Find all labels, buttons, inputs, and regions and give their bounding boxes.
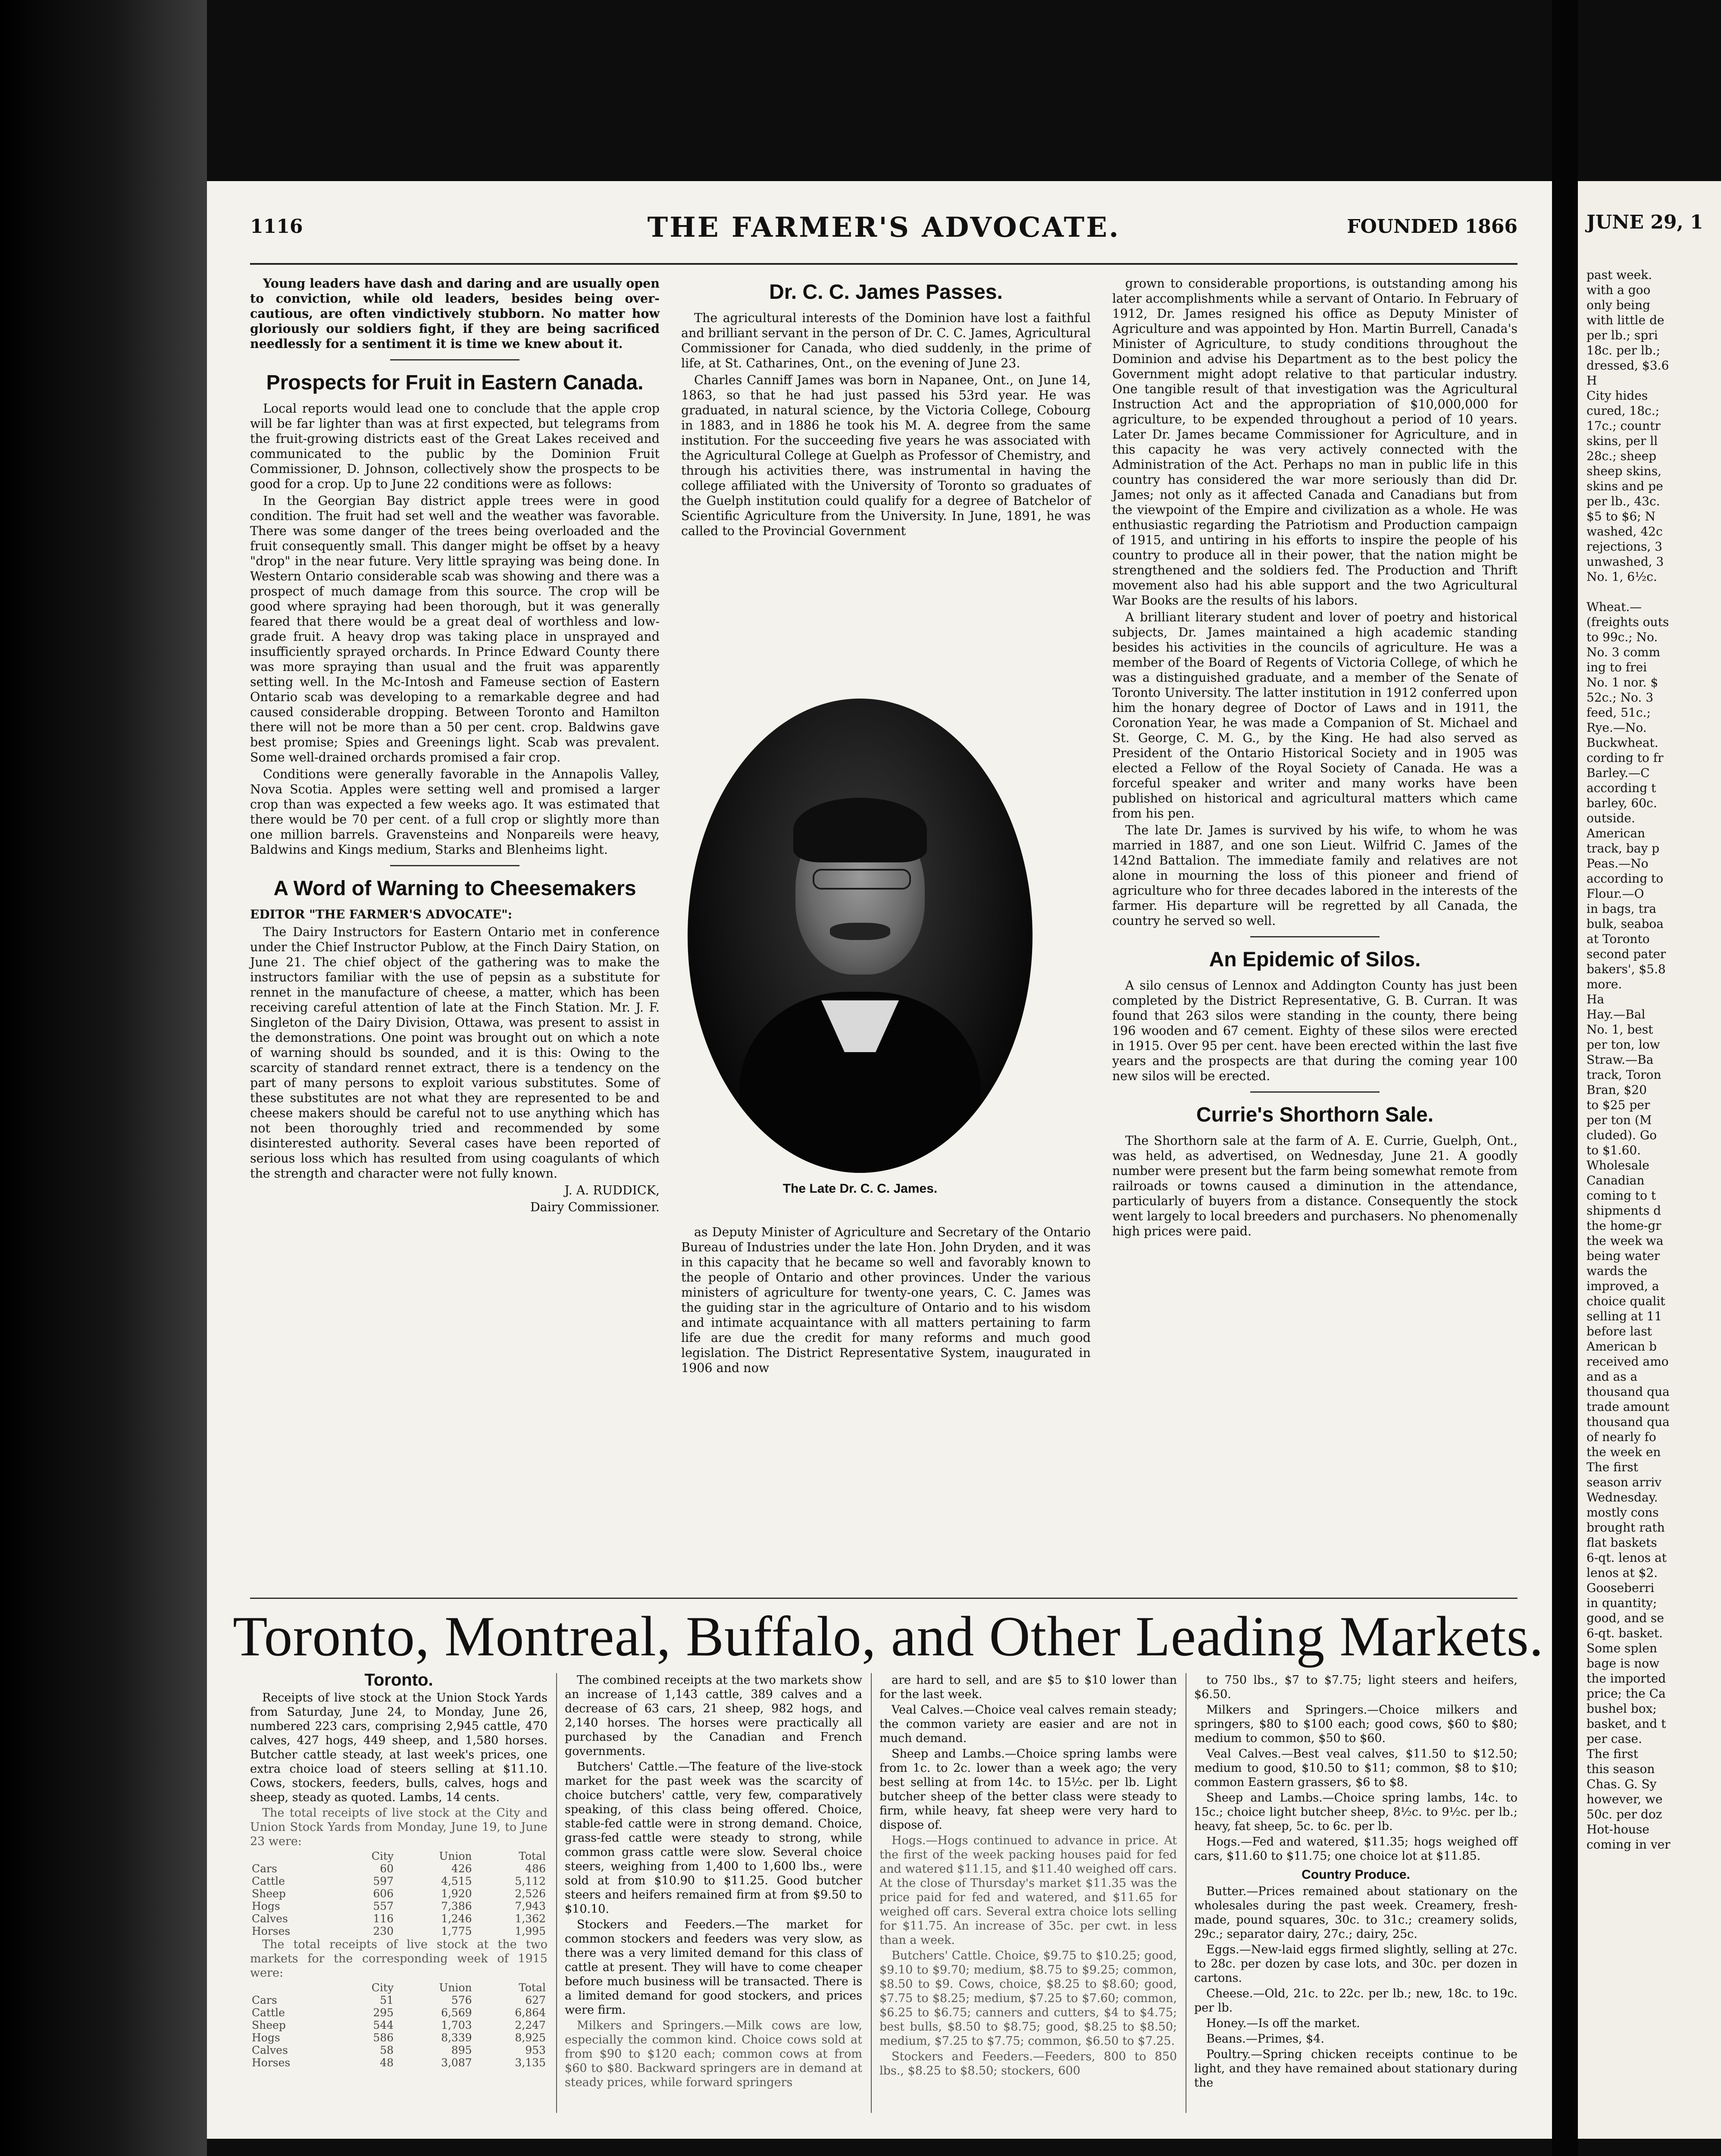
table-row	[250, 2019, 548, 2031]
table-header-row	[250, 1850, 548, 1862]
table-cell: 1,362	[515, 1912, 546, 1925]
james-paragraph-2: Charles Canniff James was born in Napanee, Ont., on June 14, 1863, so that he had just passed his 53rd year. He was graduated, in natural science, by the Victoria College, Cobourg in 1883, and in 1886 he took his M. A. degree from the same institution. For the succeeding five years he was associated with the Agricultural College at Guelph as Professor of Chemistry, and through his activities there, was instrumental in having the college affiliated with the University of Toronto so graduates of the Guelph institution could qualify for a degree of Batchelor of Scientific Agriculture from the University. In June, 1891, he was called to the Provincial Government	[681, 373, 1091, 538]
next-page-line: selling at 11	[1586, 1309, 1662, 1323]
next-page-line: shipments d	[1586, 1203, 1661, 1218]
next-page-line: the week en	[1586, 1445, 1661, 1459]
next-page-line: ing to frei	[1586, 660, 1647, 674]
next-page-line: being water	[1586, 1249, 1660, 1263]
next-page-line: 6-qt. basket.	[1586, 1626, 1663, 1640]
table-row	[250, 2044, 548, 2056]
table-cell: 295	[373, 2006, 394, 2019]
table-cell: Sheep	[252, 1887, 286, 1900]
next-page-line: Hay.—Bal	[1586, 1007, 1646, 1022]
next-page-line: past week.	[1586, 268, 1652, 282]
table-cell: Calves	[252, 1912, 288, 1925]
next-page-line: to $25 per	[1586, 1098, 1650, 1112]
markets-column-2	[565, 1673, 862, 2091]
table-cell: Horses	[252, 2056, 291, 2069]
next-page-line: No. 1 nor. $	[1586, 675, 1658, 689]
table-header-cell: City	[371, 1981, 394, 1994]
next-page-line: $5 to $6; N	[1586, 509, 1656, 523]
next-page-line: 18c. per lb.;	[1586, 343, 1661, 357]
next-page-line: skins, per ll	[1586, 434, 1658, 448]
cheese-editor-line: EDITOR "THE FARMER'S ADVOCATE":	[250, 907, 513, 921]
next-page-line: bage is now	[1586, 1656, 1660, 1670]
next-page-line: outside.	[1586, 811, 1635, 825]
markets-paragraph: Poultry.—Spring chicken receipts continue to be light, and they have remained about stationary during the	[1194, 2048, 1518, 2090]
markets-paragraph: Milkers and Springers.—Choice milkers and springers, $80 to $100 each; good cows, $60 to $80; medium to common, $50 to $60.	[1194, 1703, 1518, 1745]
next-page-line: City hides	[1586, 389, 1648, 403]
table-header-cell: Union	[439, 1981, 472, 1994]
next-page-line: at Toronto	[1586, 932, 1650, 946]
next-page-line: the home-gr	[1586, 1219, 1662, 1233]
next-page-line: Ha	[1586, 992, 1605, 1006]
next-page-line: wards the	[1586, 1264, 1648, 1278]
next-page-line: Bran, $20	[1586, 1083, 1647, 1097]
james-paragraph-6: The late Dr. James is survived by his wife, to whom he was married in 1887, and one son Lieut. Wilfrid C. James of the 142nd Battalion. The immediate family and relatives are not alone in mourning the loss of this pioneer and friend of agriculture who for three decades labored in the interests of the farmer. His departure will be regretted by all Canada, the country he served so well.	[1112, 823, 1518, 928]
next-page-line: cured, 18c.;	[1586, 404, 1660, 418]
next-page-line: No. 1, best	[1586, 1022, 1653, 1037]
james-paragraph-4: grown to considerable proportions, is outstanding among his later accomplishments while a servant of Ontario. In February of 1912, Dr. James resigned his office as Deputy Minister of Agriculture and was appointed by Hon. Martin Burrell, Canada's Minister of Agriculture, to study conditions throughout the Dominion and advise his Department as to the best policy the Government might adopt relative to that particular industry. One tangible result of that investigation was the Agricultural Instruction Act and the appropriation of $10,000,000 for agriculture, to be expended throughout a period of 10 years. Later Dr. James became Commissioner for Agriculture, and in this capacity he was very actively connected with the Administration of the Act. Perhaps no man in public life in this country has considered the war more seriously than did Dr. James; not only as it affected Canada and Canadians but from the viewpoint of the Empire and civilization as a whole. He was enthusiastic regarding the Patriotism and Production campaign of 1915, and untiring in his efforts to inspire the people of his country to produce all in their power, that the nation might be strengthened and the soldiers fed. The Production and Thrift movement also had his able support and the two Agricultural War Books are the results of his labors.	[1112, 276, 1518, 608]
next-page-line: per ton, low	[1586, 1037, 1660, 1052]
cheese-signature-title: Dairy Commissioner.	[530, 1200, 660, 1214]
table-cell: 8,339	[441, 2031, 472, 2044]
receipts-table-2	[250, 1981, 548, 2069]
portrait-photo	[688, 699, 1033, 1173]
next-page-line: Wednesday.	[1586, 1490, 1658, 1504]
page-header	[250, 211, 1518, 259]
table-row	[250, 1925, 548, 1937]
markets-paragraph: Sheep and Lambs.—Choice spring lambs were from 1c. to 2c. lower than a week ago; the very best selling at from 14c. to 15½c. per lb. Light butcher sheep of the better class were steady to firm, while heavy, fat sheep were very hard to dispose of.	[879, 1747, 1177, 1832]
table-cell: 58	[380, 2044, 394, 2056]
table-row	[250, 1875, 548, 1887]
next-page-line: coming to t	[1586, 1188, 1656, 1203]
markets-paragraph: to 750 lbs., $7 to $7.75; light steers and heifers, $6.50.	[1194, 1673, 1518, 1701]
portrait-glasses	[813, 869, 911, 890]
next-page-line: bushel box;	[1586, 1702, 1657, 1716]
table-cell: 48	[380, 2056, 394, 2069]
table-cell: 597	[373, 1875, 394, 1887]
markets-paragraph: Eggs.—New-laid eggs firmed slightly, selling at 27c. to 28c. per dozen by case lots, and 30c. per dozen in cartons.	[1194, 1943, 1518, 1985]
portrait-caption: The Late Dr. C. C. James.	[782, 1181, 938, 1196]
table-cell: 586	[373, 2031, 394, 2044]
next-page-line: The first	[1586, 1460, 1638, 1474]
table-cell: 3,087	[441, 2056, 472, 2069]
table-header-cell: Union	[439, 1850, 472, 1862]
separator	[1250, 936, 1380, 937]
table-cell: 627	[525, 1994, 546, 2006]
next-page-line: 52c.; No. 3	[1586, 690, 1654, 705]
silos-paragraph: A silo census of Lennox and Addington County has just been completed by the District Representative, G. B. Curran. It was found that 263 silos were standing in the county, there being 196 wooden and 67 cement. Eighty of these silos were erected in 1915. Over 95 per cent. have been erected within the last five years and the prospects are that during the coming year 100 new silos will be erected.	[1112, 978, 1518, 1083]
table-cell: 1,703	[441, 2019, 472, 2031]
next-page-line: sheep skins,	[1586, 464, 1662, 478]
next-page-edge	[1578, 181, 1721, 2139]
next-page-line: the imported	[1586, 1671, 1666, 1686]
james-paragraph-5: A brilliant literary student and lover of poetry and historical subjects, Dr. James maintained a high academic standing besides his activities in the councils of agriculture. He was a member of the Board of Regents of Victoria College, of which he was a distinguished graduate, and a member of the Senate of Toronto University. The latter institution in 1912 conferred upon him the honary degree of Doctor of Laws and in 1911, the Coronation Year, he was made a Companion of St. Michael and St. George, C. M. G., by the King. He had also served as President of the Ontario Historical Society and in 1905 was elected a Fellow of the Royal Society of Canada. He was a forceful speaker and writer and many works have been published on historical and agricultural matters which came from his pen.	[1112, 610, 1518, 821]
receipts-table-1	[250, 1850, 548, 1937]
table-cell: 953	[525, 2044, 546, 2056]
cheese-signature-name: J. A. RUDDICK,	[564, 1183, 660, 1197]
next-page-line: per lb.; spri	[1586, 328, 1658, 342]
next-page-line: flat baskets	[1586, 1536, 1657, 1550]
next-page-line: Some splen	[1586, 1641, 1657, 1655]
table-cell: Cars	[252, 1994, 277, 2006]
table-cell: 426	[451, 1862, 472, 1875]
markets-headline: Toronto, Montreal, Buffalo, and Other Leading Markets.	[233, 1604, 1544, 1668]
table-cell: 576	[451, 1994, 472, 2006]
next-page-line: Barley.—C	[1586, 766, 1650, 780]
newspaper-page	[207, 181, 1552, 2139]
next-page-line: No. 3 comm	[1586, 645, 1661, 659]
table-cell: Cars	[252, 1862, 277, 1875]
markets-paragraph: Butchers' Cattle.—The feature of the live-stock market for the past week was the scarcity of choice butchers' cattle, very few, comparatively speaking, of this class being offered. Choice, stable-fed cattle were in strong demand. Choice, grass-fed cattle were steady to strong, while common grass cattle were slow. Several choice steers, weighing from 1,400 to 1,600 lbs., were sold at from $10.90 to $11.25. Good butcher steers and heifers remained firm at from $9.50 to $10.10.	[565, 1760, 862, 1916]
table-row	[250, 1887, 548, 1900]
next-page-line: brought rath	[1586, 1520, 1665, 1535]
page-gutter	[1552, 0, 1578, 2156]
next-page-line: basket, and t	[1586, 1717, 1666, 1731]
portrait-hair	[793, 798, 927, 862]
table-cell: 230	[373, 1925, 394, 1937]
markets-rule	[250, 1598, 1518, 1599]
toronto-paragraph-1: Receipts of live stock at the Union Stock Yards from Saturday, June 24, to Monday, June 26, numbered 223 cars, comprising 2,945 cattle, 470 calves, 427 hogs, 449 sheep, and 1,580 horses. Butcher cattle steady, at last week's prices, one extra choice load of steers selling at $11.10. Cows, stockers, feeders, bulls, calves, hogs and sheep, steady as quoted. Lambs, 14 cents.	[250, 1691, 548, 1804]
book-binding	[0, 0, 207, 2156]
table-cell: 1,246	[441, 1912, 472, 1925]
next-page-line: Peas.—No	[1586, 856, 1649, 871]
next-page-line: 6-qt. lenos at	[1586, 1551, 1667, 1565]
james-paragraph-3: as Deputy Minister of Agriculture and Secretary of the Ontario Bureau of Industries under the late Hon. John Dryden, and it was in this capacity that he became so well and favorably known to the people of Ontario and other provinces. Under the various ministers of agriculture for twenty-one years, C. C. James was the guiding star in the agriculture of Ontario and to his wisdom and intimate acquaintance with all matters pertaining to farm life are due the credit for many reforms and much good legislation. The District Representative System, inaugurated in 1906 and now	[681, 1225, 1091, 1375]
table-cell: Horses	[252, 1925, 291, 1937]
next-page-line: received amo	[1586, 1354, 1669, 1369]
next-page-line: to $1.60.	[1586, 1143, 1641, 1157]
next-page-line: American	[1586, 826, 1646, 840]
next-page-line: thousand qua	[1586, 1415, 1670, 1429]
table-row	[250, 1994, 548, 2006]
markets-paragraph: Milkers and Springers.—Milk cows are low, especially the common kind. Choice cows sold at from $90 to $120 each; common cows at from $60 to $80. Backward springers are in demand at steady prices, while forward springers	[565, 2019, 862, 2089]
markets-paragraph: Cheese.—Old, 21c. to 22c. per lb.; new, 18c. to 19c. per lb.	[1194, 1987, 1518, 2015]
next-page-line: Canadian	[1586, 1173, 1645, 1188]
next-page-line: Wheat.—	[1586, 600, 1642, 614]
markets-column-1	[250, 1670, 548, 2069]
column-3	[1112, 276, 1518, 1241]
produce-title: Country Produce.	[1302, 1868, 1410, 1882]
next-page-line: Wholesale	[1586, 1158, 1649, 1172]
next-page-line: cluded). Go	[1586, 1128, 1657, 1142]
table-cell: 51	[380, 1994, 394, 2006]
fruit-paragraph-3: Conditions were generally favorable in the Annapolis Valley, Nova Scotia. Apples were setting well and promised a larger crop than was expected a few weeks ago. It was estimated that there would be 70 per cent. of a full crop or slightly more than one million barrels. Gravensteins and Nonpareils were heavy, Baldwins and Kings medium, Starks and Blenheims light.	[250, 767, 660, 857]
table-cell: 6,864	[515, 2006, 546, 2019]
next-page-line: The first	[1586, 1747, 1638, 1761]
next-page-line: per lb., 43c.	[1586, 494, 1660, 508]
next-page-line: Buckwheat.	[1586, 736, 1658, 750]
page-number: 1116	[250, 216, 303, 238]
column-2-bottom	[681, 1225, 1091, 1377]
markets-paragraph: Butchers' Cattle. Choice, $9.75 to $10.25; good, $9.10 to $9.70; medium, $8.75 to $9.25; common, $8.50 to $9. Cows, choice, $8.25 to $8.60; good, $7.75 to $8.25; medium, $7.25 to $7.60; common, $6.25 to $6.75; canners and cutters, $4 to $4.75; best bulls, $8.50 to $8.75; good, $8.25 to $8.50; medium, $7.25 to $7.75; common, $6.50 to $7.25.	[879, 1949, 1177, 2048]
next-page-line: in quantity;	[1586, 1596, 1657, 1610]
next-page-line: price; the Ca	[1586, 1686, 1666, 1701]
markets-paragraph: Stockers and Feeders.—Feeders, 800 to 850 lbs., $8.25 to $8.50; stockers, 600	[879, 2050, 1177, 2078]
table-cell: 1,920	[441, 1887, 472, 1900]
table-cell: Sheep	[252, 2019, 286, 2031]
table-cell: 7,386	[441, 1900, 472, 1912]
next-page-line: No. 1, 6½c.	[1586, 570, 1657, 584]
table-cell: 116	[373, 1912, 394, 1925]
table-cell: 1,775	[441, 1925, 472, 1937]
intro-paragraph: Young leaders have dash and daring and are usually open to conviction, while old leaders, besides being over-cautious, are often vindictively stubborn. No matter how gloriously our soldiers fight, if they are being sacrificed needlessly for a sentiment it is time we knew about it.	[250, 276, 660, 351]
table-cell: 8,925	[515, 2031, 546, 2044]
separator	[390, 359, 519, 360]
markets-paragraph: Stockers and Feeders.—The market for common stockers and feeders was very slow, as there was a very limited demand for this class of cattle at present. They will have to come cheaper before much business will be transacted. There is a limited demand for good stockers, and prices were firm.	[565, 1918, 862, 2017]
separator	[390, 865, 519, 866]
table-cell: Hogs	[252, 2031, 280, 2044]
next-page-line: choice qualit	[1586, 1294, 1665, 1308]
next-page-line: with a goo	[1586, 283, 1651, 297]
next-page-line: the week wa	[1586, 1234, 1664, 1248]
cheese-paragraph: The Dairy Instructors for Eastern Ontario met in conference under the Chief Instructor Publow, at the Finch Dairy Station, on June 21. The chief object of the gathering was to make the instructors familiar with the use of pepsin as a substitute for rennet in the manufacture of cheese, a matter, which has been receiving careful attention of late at the Finch Station. Mr. J. F. Singleton of the Dairy Division, Ottawa, was present to assist in the demonstrations. One point was brought out on which a note of warning should bs sounded, and it is this: Owing to the scarcity of standard rennet extract, there is a tendency on the part of many persons to exploit various substitutes. Some of these substitutes are not what they are represented to be and cheese makers should be careful not to use anything which has not been thoroughly tried and recommended by some disinterested authority. Several cases have been reported of serious loss which has resulted from using coagulants of which the strength and character were not fully known.	[250, 925, 660, 1181]
table-header-cell	[250, 1850, 340, 1862]
next-page-line: season arriv	[1586, 1475, 1662, 1489]
markets-paragraph: Hogs.—Hogs continued to advance in price. At the first of the week packing houses paid for fed and watered $11.15, and $11.40 weighed off cars. At the close of Thursday's market $11.35 was the price paid for fed and watered, and $11.65 for weighed off cars. Several extra choice lots selling for $11.75. An increase of 35c. per cwt. in less than a week.	[879, 1834, 1177, 1947]
table-cell: 557	[373, 1900, 394, 1912]
table-cell: 895	[451, 2044, 472, 2056]
next-page-line: lenos at $2.	[1586, 1566, 1658, 1580]
fruit-paragraph-2: In the Georgian Bay district apple trees were in good condition. The fruit had set well and the weather was favorable. There was some danger of the trees being overloaded and the fruit consequently small. This danger might be offset by a heavy "drop" in the near future. Very little spraying was being done. In Western Ontario considerable scab was showing and there was a prospect of much damage from this source. The crop will be good where spraying had been thorough, but it was generally feared that there would be a great deal of worthless and low-grade fruit. A heavy drop was taking place in unsprayed and insufficiently sprayed orchards. In Prince Edward County there was more spraying than usual and the fruit was apparently setting well. In the Mc-Intosh and Fameuse section of Eastern Ontario scab was developing to a remarkable degree and had caused considerable dropping. Between Toronto and Hamilton there will not be more than a 50 per cent. crop. Baldwins gave best promise; Spies and Greenings light. Scab was prevalent. Some well-drained orchards promised a fair crop.	[250, 494, 660, 765]
james-article-title: Dr. C. C. James Passes.	[769, 281, 1003, 304]
next-page-line: (freights outs	[1586, 615, 1669, 629]
table-row	[250, 2056, 548, 2069]
next-page-line: American b	[1586, 1339, 1657, 1354]
next-page-line: bakers', $5.8	[1586, 962, 1666, 976]
next-page-line: bulk, seaboa	[1586, 917, 1664, 931]
next-page-line: Flour.—O	[1586, 887, 1644, 901]
table-cell: 3,135	[515, 2056, 546, 2069]
column-2-top	[681, 276, 1091, 540]
next-page-line: feed, 51c.;	[1586, 705, 1651, 720]
column-rule	[556, 1673, 557, 2113]
toronto-title: Toronto.	[364, 1670, 433, 1689]
markets-paragraph: are hard to sell, and are $5 to $10 lower than for the last week.	[879, 1673, 1177, 1701]
markets-paragraph: Beans.—Primes, $4.	[1206, 2032, 1324, 2046]
next-page-line: and as a	[1586, 1369, 1638, 1384]
table-header-cell	[250, 1981, 340, 1994]
markets-paragraph: Butter.—Prices remained about stationary on the wholesales during the past week. Creamery, fresh-made, pound squares, 30c. to 31c.; creamery solids, 29c.; separator dairy, 27c.; dairy, 25c.	[1194, 1885, 1518, 1941]
table-cell: 4,515	[441, 1875, 472, 1887]
next-page-line: second pater	[1586, 947, 1666, 961]
table-row	[250, 1900, 548, 1912]
next-page-line: track, bay p	[1586, 841, 1660, 856]
next-page-line: barley, 60c.	[1586, 796, 1657, 810]
next-page-line: washed, 42c	[1586, 524, 1663, 539]
next-page-line: thousand qua	[1586, 1385, 1670, 1399]
markets-column-3	[879, 1673, 1177, 2079]
markets-paragraph: Sheep and Lambs.—Choice spring lambs, 14c. to 15c.; choice light butcher sheep, 8½c. to 9½c. per lb.; heavy, fat sheep, 5c. to 6c. per lb.	[1194, 1791, 1518, 1833]
next-page-line: rejections, 3	[1586, 539, 1662, 554]
next-page-line: skins and pe	[1586, 479, 1663, 493]
markets-paragraph: Hogs.—Fed and watered, $11.35; hogs weighed off cars, $11.60 to $11.75; one choice lot at $11.85.	[1194, 1835, 1518, 1863]
next-page-line: Rye.—No.	[1586, 721, 1647, 735]
next-page-line: however, we	[1586, 1792, 1663, 1806]
founded-note: FOUNDED 1866	[1347, 216, 1518, 238]
markets-paragraph: Honey.—Is off the market.	[1206, 2017, 1360, 2030]
table-cell: Hogs	[252, 1900, 280, 1912]
next-page-line: 17c.; countr	[1586, 419, 1661, 433]
table-cell: 6,569	[441, 2006, 472, 2019]
next-page-line: according t	[1586, 781, 1656, 795]
table-cell: 486	[525, 1862, 546, 1875]
table-cell: 2,247	[515, 2019, 546, 2031]
fruit-paragraph-1: Local reports would lead one to conclude that the apple crop will be far lighter than was at first expected, but telegrams from the fruit-growing districts east of the Great Lakes received and communicated to the public by the Dominion Fruit Commissioner, D. Johnson, collectively show the prospects to be good for a crop. Up to June 22 conditions were as follows:	[250, 401, 660, 491]
next-page-line: dressed, $3.6	[1586, 358, 1669, 373]
next-page-line: according to	[1586, 871, 1664, 886]
next-page-line: more.	[1586, 977, 1622, 991]
next-page-line: this season	[1586, 1762, 1655, 1776]
markets-paragraph: Veal Calves.—Choice veal calves remain steady; the common variety are easier and are not in much demand.	[879, 1703, 1177, 1745]
next-page-line: unwashed, 3	[1586, 555, 1664, 569]
currie-article-title: Currie's Shorthorn Sale.	[1196, 1103, 1434, 1126]
next-page-header: JUNE 29, 1	[1586, 211, 1703, 233]
table-cell: 5,112	[515, 1875, 546, 1887]
markets-column-4	[1194, 1673, 1518, 2091]
next-page-line: of nearly fo	[1586, 1430, 1656, 1444]
table-row	[250, 2031, 548, 2044]
next-page-line: 50c. per doz	[1586, 1807, 1662, 1821]
next-page-line: Gooseberri	[1586, 1581, 1655, 1595]
markets-paragraph: Veal Calves.—Best veal calves, $11.50 to $12.50; medium to good, $10.50 to $11; common, $8 to $10; common Eastern grassers, $6 to $8.	[1194, 1747, 1518, 1789]
silos-article-title: An Epidemic of Silos.	[1209, 948, 1421, 971]
table-cell: Cattle	[252, 1875, 285, 1887]
next-page-line: H	[1586, 373, 1597, 388]
next-page-line	[1586, 584, 1720, 599]
separator	[1250, 1091, 1380, 1093]
next-page-line: before last	[1586, 1324, 1652, 1338]
table-header-cell: Total	[519, 1850, 546, 1862]
table-header-cell: Total	[519, 1981, 546, 1994]
column-1	[250, 276, 660, 1216]
next-page-line: cording to fr	[1586, 751, 1664, 765]
table-cell: 544	[373, 2019, 394, 2031]
table-row	[250, 1862, 548, 1875]
james-paragraph-1: The agricultural interests of the Dominion have lost a faithful and brilliant servant in the person of Dr. C. C. James, Agricultural Commissioner for Canada, who died suddenly, in the prime of life, at St. Catharines, Ont., on the evening of June 23.	[681, 311, 1091, 370]
next-page-line: mostly cons	[1586, 1505, 1659, 1520]
next-page-line: per ton (M	[1586, 1113, 1652, 1127]
next-page-line: Straw.—Ba	[1586, 1053, 1654, 1067]
table-cell: Cattle	[252, 2006, 285, 2019]
next-page-line: with little de	[1586, 313, 1665, 327]
table-row	[250, 1912, 548, 1925]
next-page-line: in bags, tra	[1586, 902, 1656, 916]
toronto-paragraph-3: The total receipts of live stock at the two markets for the corresponding week of 1915 were:	[250, 1938, 548, 1980]
next-page-line: trade amount	[1586, 1400, 1670, 1414]
table-header-row	[250, 1981, 548, 1994]
header-rule	[250, 263, 1518, 265]
fruit-article-title: Prospects for Fruit in Eastern Canada.	[266, 371, 644, 394]
next-page-line: 28c.; sheep	[1586, 449, 1657, 463]
cheese-article-title: A Word of Warning to Cheesemakers	[273, 877, 636, 900]
column-rule	[871, 1673, 872, 2113]
markets-paragraph: The combined receipts at the two markets show an increase of 1,143 cattle, 389 calves and a decrease of 63 cars, 21 sheep, 982 hogs, and 2,140 horses. The horses were practically all purchased by the Canadian and French governments.	[565, 1673, 862, 1758]
next-page-line: per case.	[1586, 1732, 1642, 1746]
masthead: THE FARMER'S ADVOCATE.	[647, 211, 1120, 244]
table-cell: Calves	[252, 2044, 288, 2056]
table-cell: 2,526	[515, 1887, 546, 1900]
table-cell: 1,995	[515, 1925, 546, 1937]
next-page-line: Chas. G. Sy	[1586, 1777, 1657, 1791]
portrait-mustache	[830, 923, 890, 940]
currie-paragraph: The Shorthorn sale at the farm of A. E. Currie, Guelph, Ont., was held, as advertised, on Wednesday, June 21. A goodly number were present but the farm being somewhat remote from railroads or towns caused a diminution in the attendance, particularly of buyers from a distance. Consequently the stock went largely to local breeders and purchasers. No phenomenally high prices were paid.	[1112, 1134, 1518, 1238]
next-page-line: to 99c.; No.	[1586, 630, 1658, 644]
next-page-line: track, Toron	[1586, 1068, 1662, 1082]
next-page-line: good, and se	[1586, 1611, 1664, 1625]
next-page-line: only being	[1586, 298, 1650, 312]
toronto-paragraph-2: The total receipts of live stock at the City and Union Stock Yards from Monday, June 19, to June 23 were:	[250, 1806, 548, 1848]
table-cell: 60	[380, 1862, 394, 1875]
next-page-line: Hot-house	[1586, 1822, 1649, 1836]
table-cell: 7,943	[515, 1900, 546, 1912]
table-row	[250, 2006, 548, 2019]
next-page-line: improved, a	[1586, 1279, 1659, 1293]
table-cell: 606	[373, 1887, 394, 1900]
table-header-cell: City	[371, 1850, 394, 1862]
next-page-column	[1586, 267, 1720, 1852]
next-page-line: coming in ver	[1586, 1837, 1671, 1852]
